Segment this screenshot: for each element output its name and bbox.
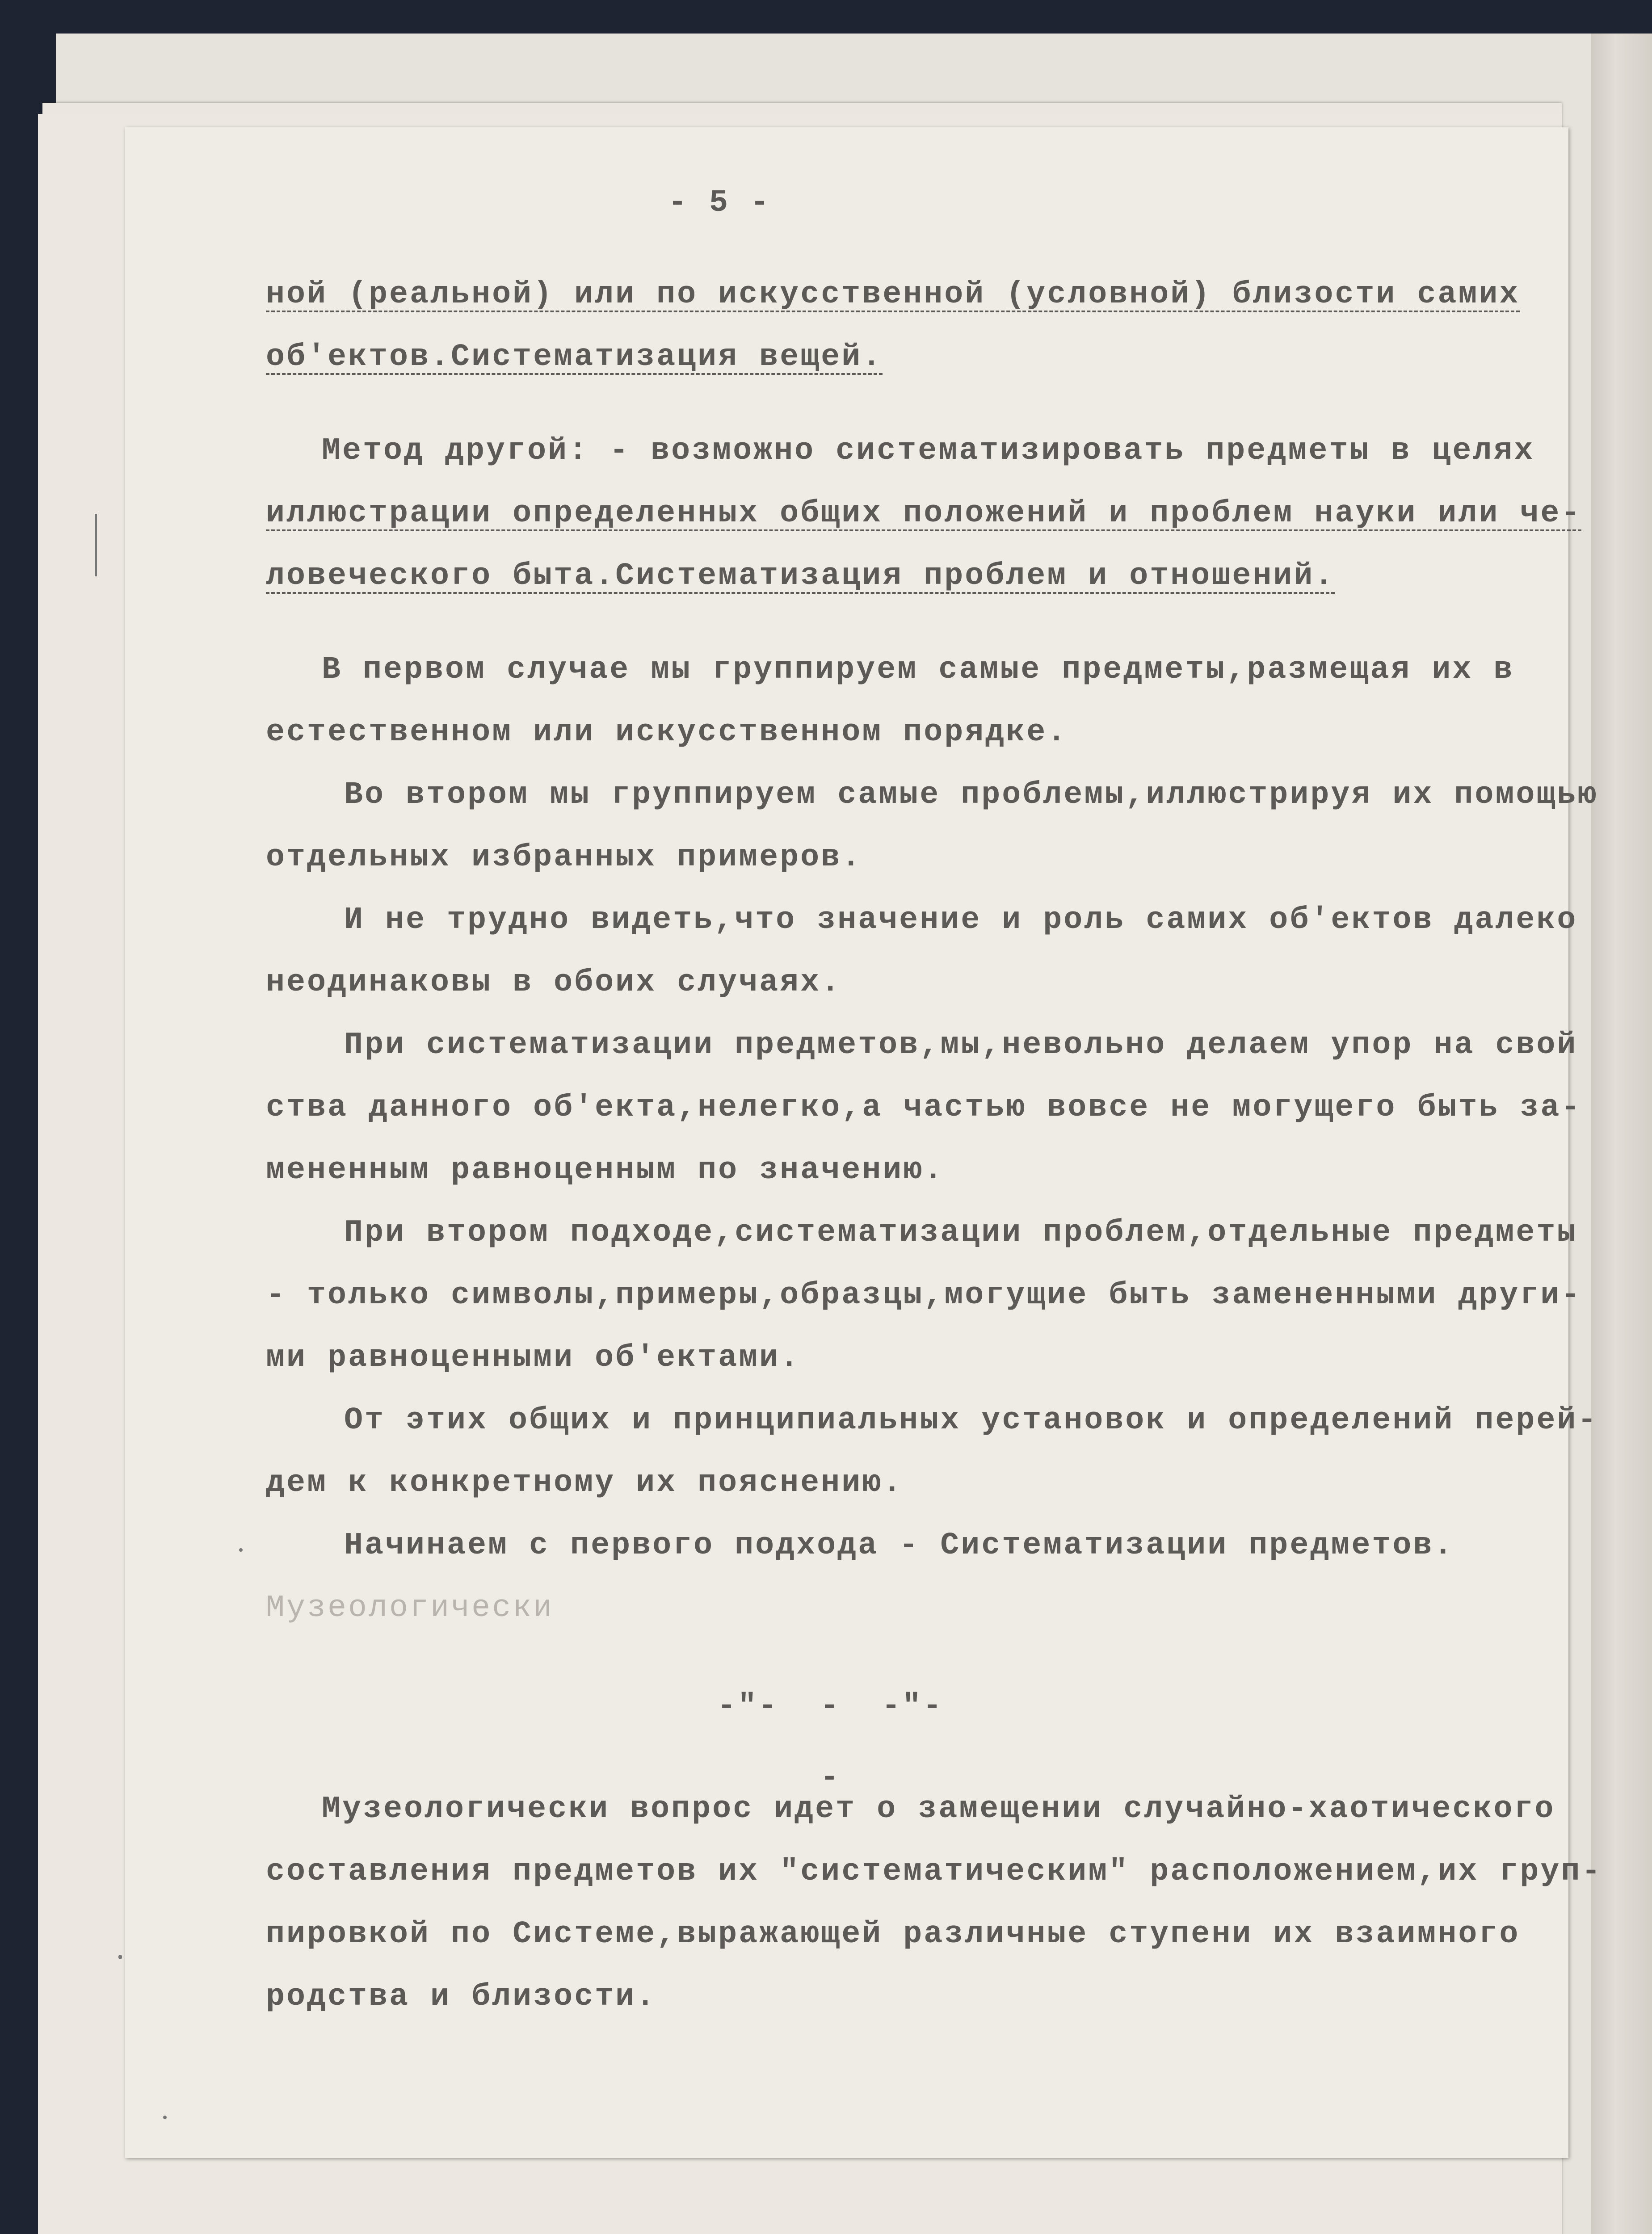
section-divider: -"- - -"- bbox=[717, 1689, 944, 1724]
erased-text: Музеологически bbox=[266, 1591, 554, 1626]
text-line: родства и близости. bbox=[266, 1979, 657, 2015]
text-line: составления предметов их "систематическим" расположением,их груп- bbox=[266, 1854, 1602, 1890]
margin-mark bbox=[95, 514, 97, 576]
text-line: Начинаем с первого подхода - Систематизации предметов. bbox=[344, 1528, 1454, 1563]
text-line: - только символы,примеры,образцы,могущие быть замененными други- bbox=[266, 1278, 1582, 1313]
text-line: ства данного об'екта,нелегко,а частью вовсе не могущего быть за- bbox=[266, 1090, 1582, 1125]
margin-dot bbox=[163, 2116, 167, 2119]
text-line: отдельных избранных примеров. bbox=[266, 840, 862, 875]
text-line: ми равноценными об'ектами. bbox=[266, 1340, 801, 1376]
text-line: мененным равноценным по значению. bbox=[266, 1153, 945, 1188]
text-line: Во втором мы группируем самые проблемы,иллюстрируя их помощью bbox=[344, 777, 1598, 813]
text-line: дем к конкретному их пояснению. bbox=[266, 1466, 904, 1501]
text-line: От этих общих и принципиальных установок и определений перей- bbox=[344, 1403, 1598, 1438]
text-line: ловеческого быта.Систематизация проблем и отношений. bbox=[266, 558, 1335, 594]
folder-spine bbox=[1591, 34, 1652, 2234]
section-divider-dash: - bbox=[820, 1760, 841, 1796]
text-line: пировкой по Системе,выражающей различные ступени их взаимного bbox=[266, 1917, 1520, 1952]
text-line: И не трудно видеть,что значение и роль самих об'ектов далеко bbox=[344, 903, 1578, 938]
text-line: Музеологически вопрос идет о замещении случайно-хаотического bbox=[322, 1792, 1555, 1827]
text-line: При втором подходе,систематизации проблем,отдельные предметы bbox=[344, 1215, 1578, 1251]
text-line: В первом случае мы группируем самые предметы,размещая их в bbox=[322, 652, 1514, 688]
text-line: Метод другой: - возможно систематизировать предметы в целях bbox=[322, 433, 1535, 469]
text-line: об'ектов.Систематизация вещей. bbox=[266, 340, 883, 375]
document-page bbox=[125, 127, 1568, 2158]
text-line: ной (реальной) или по искусственной (условной) близости самих bbox=[266, 277, 1520, 312]
margin-dot bbox=[118, 1955, 122, 1959]
margin-dot bbox=[239, 1548, 243, 1552]
page-number: - 5 - bbox=[668, 185, 771, 221]
text-line: естественном или искусственном порядке. bbox=[266, 715, 1068, 750]
text-line: иллюстрации определенных общих положений и проблем науки или че- bbox=[266, 496, 1582, 531]
text-line: При систематизации предметов,мы,невольно делаем упор на свой bbox=[344, 1028, 1578, 1063]
text-line: неодинаковы в обоих случаях. bbox=[266, 965, 842, 1000]
